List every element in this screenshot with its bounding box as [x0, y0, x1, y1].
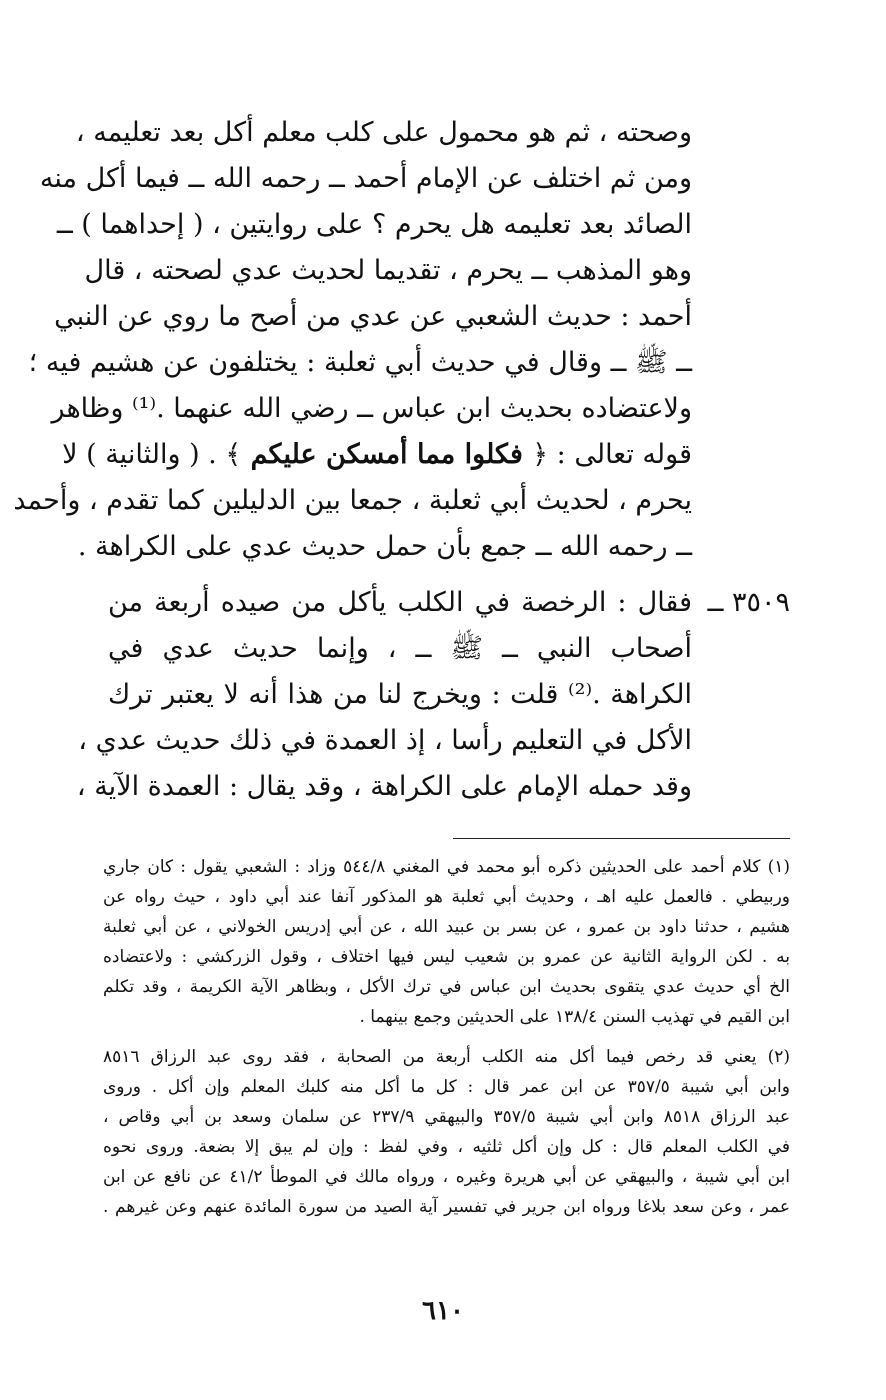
p3509-line-5: وقد حمله الإمام على الكراهة ، وقد يقال : العمدة الآية ، — [76, 771, 692, 802]
p3509-line-2: أصحاب النبي ــ ﷺ ــ ، وإنما حديث عدي في — [108, 633, 692, 664]
footnote-1-line-1: (١) كلام أحمد على الحديثين ذكره أبو محمد في المغني ٥٤٤/٨ وزاد : الشعبي يقول : كان جاري — [103, 857, 790, 877]
footnote-separator — [453, 838, 790, 839]
footnote-2-line-5: ابن أبي شيبة ، والبيهقي عن أبي هريرة وغيره ، ورواه مالك في الموطأ ٤١/٢ عن نافع عن ابن — [103, 1167, 790, 1187]
footnote-1-line-3: هشيم ، حدثنا داود بن عمرو ، عن بسر بن عبيد الله ، عن أبي إدريس الخولاني ، عن أبي ثعلبة — [103, 917, 790, 937]
main-line-2: ومن ثم اختلف عن الإمام أحمد ــ رحمه الله ــ فيما أكل منه — [39, 163, 692, 194]
quran-tail: ﴾ . ( والثانية ) لا — [62, 439, 242, 470]
footnote-1-line-5: الخ أي حديث عدي يتقوى بحديث ابن عباس في ترك الأكل ، وبظاهر الآية الكريمة ، وقد تكلم — [103, 977, 790, 997]
main-line-9: يحرم ، لحديث أبي ثعلبة ، جمعا بين الدليلين كما تقدم ، وأحمد — [13, 485, 692, 516]
footnote-2-line-6: عمر ، وعن سعد بلاغا ورواه ابن جرير في تفسير آية الصيد من سورة المائدة عنهم وعن غيرهم . — [103, 1197, 790, 1217]
main-line-3: الصائد بعد تعليمه هل يحرم ؟ على روايتين ، ( إحداهما ) ــ — [56, 209, 692, 240]
p3509-line-4: الأكل في التعليم رأسا ، إذ العمدة في ذلك حديث عدي ، — [78, 725, 692, 756]
page-number: ٦١٠ — [422, 1296, 464, 1326]
footnote-1-line-4: به . لكن الرواية الثانية عن عمرو بن شعيب ليس فيها اختلاف ، وقول الزركشي : ولاعتضاده — [103, 947, 790, 967]
footnote-1-line-2: وربيطي . فالعمل عليه اهـ ، وحديث أبي ثعلبة هو المذكور آنفا عند أبي داود ، حيث رواه عن — [103, 887, 790, 907]
p3509-line-1: فقال : الرخصة في الكلب يأكل من صيده أربعة من — [108, 587, 692, 618]
main-line-6: ــ ﷺ ــ وقال في حديث أبي ثعلبة : يختلفون عن هشيم فيه ؛ — [28, 347, 692, 378]
paragraph-number: ٣٥٠٩ ــ — [707, 587, 790, 618]
quran-verse: فكلوا مما أمسكن عليكم — [241, 439, 533, 470]
main-line-1: وصحته ، ثم هو محمول على كلب معلم أكل بعد تعليمه ، — [75, 117, 692, 148]
main-line-10: ــ رحمه الله ــ جمع بأن حمل حديث عدي على الكراهة . — [77, 531, 692, 562]
footnote-2-line-3: عبد الرزاق ٨٥١٨ وابن أبي شيبة ٣٥٧/٥ والبيهقي ٢٣٧/٩ عن سلمان وسعد بن أبي وقاص ، — [103, 1107, 790, 1127]
footnote-2-line-1: (٢) يعني قد رخص فيما أكل منه الكلب أربعة من الصحابة ، فقد روى عبد الرزاق ٨٥١٦ — [103, 1047, 790, 1067]
main-line-5: أحمد : حديث الشعبي عن عدي من أصح ما روي عن النبي — [54, 301, 692, 332]
main-line-8 — [62, 432, 692, 478]
footnote-2-line-2: وابن أبي شيبة ٣٥٧/٥ عن ابن عمر قال : كل ما أكل منه كلبك المعلم وإن أكل . وروى — [103, 1077, 790, 1097]
footnote-2-line-4: في الكلب المعلم قال : كل وإن أكل ثلثيه ، وفي لفظ : وإن لم يبق إلا بضعة. وروى نحوه — [103, 1137, 790, 1157]
main-line-7: ولاعتضاده بحديث ابن عباس ــ رضي الله عنهما .⁽¹⁾ وظاهر — [51, 393, 692, 424]
p3509-line-3: الكراهة .⁽²⁾ قلت : ويخرج لنا من هذا أنه لا يعتبر ترك — [108, 679, 692, 710]
quran-intro: قوله تعالى : ﴿ — [532, 439, 692, 470]
footnote-1-line-6: ابن القيم في تهذيب السنن ١٣٨/٤ على الحديثين وجمع بينهما . — [359, 1007, 790, 1027]
main-line-4: وهو المذهب ــ يحرم ، تقديما لحديث عدي لصحته ، قال — [84, 255, 692, 286]
